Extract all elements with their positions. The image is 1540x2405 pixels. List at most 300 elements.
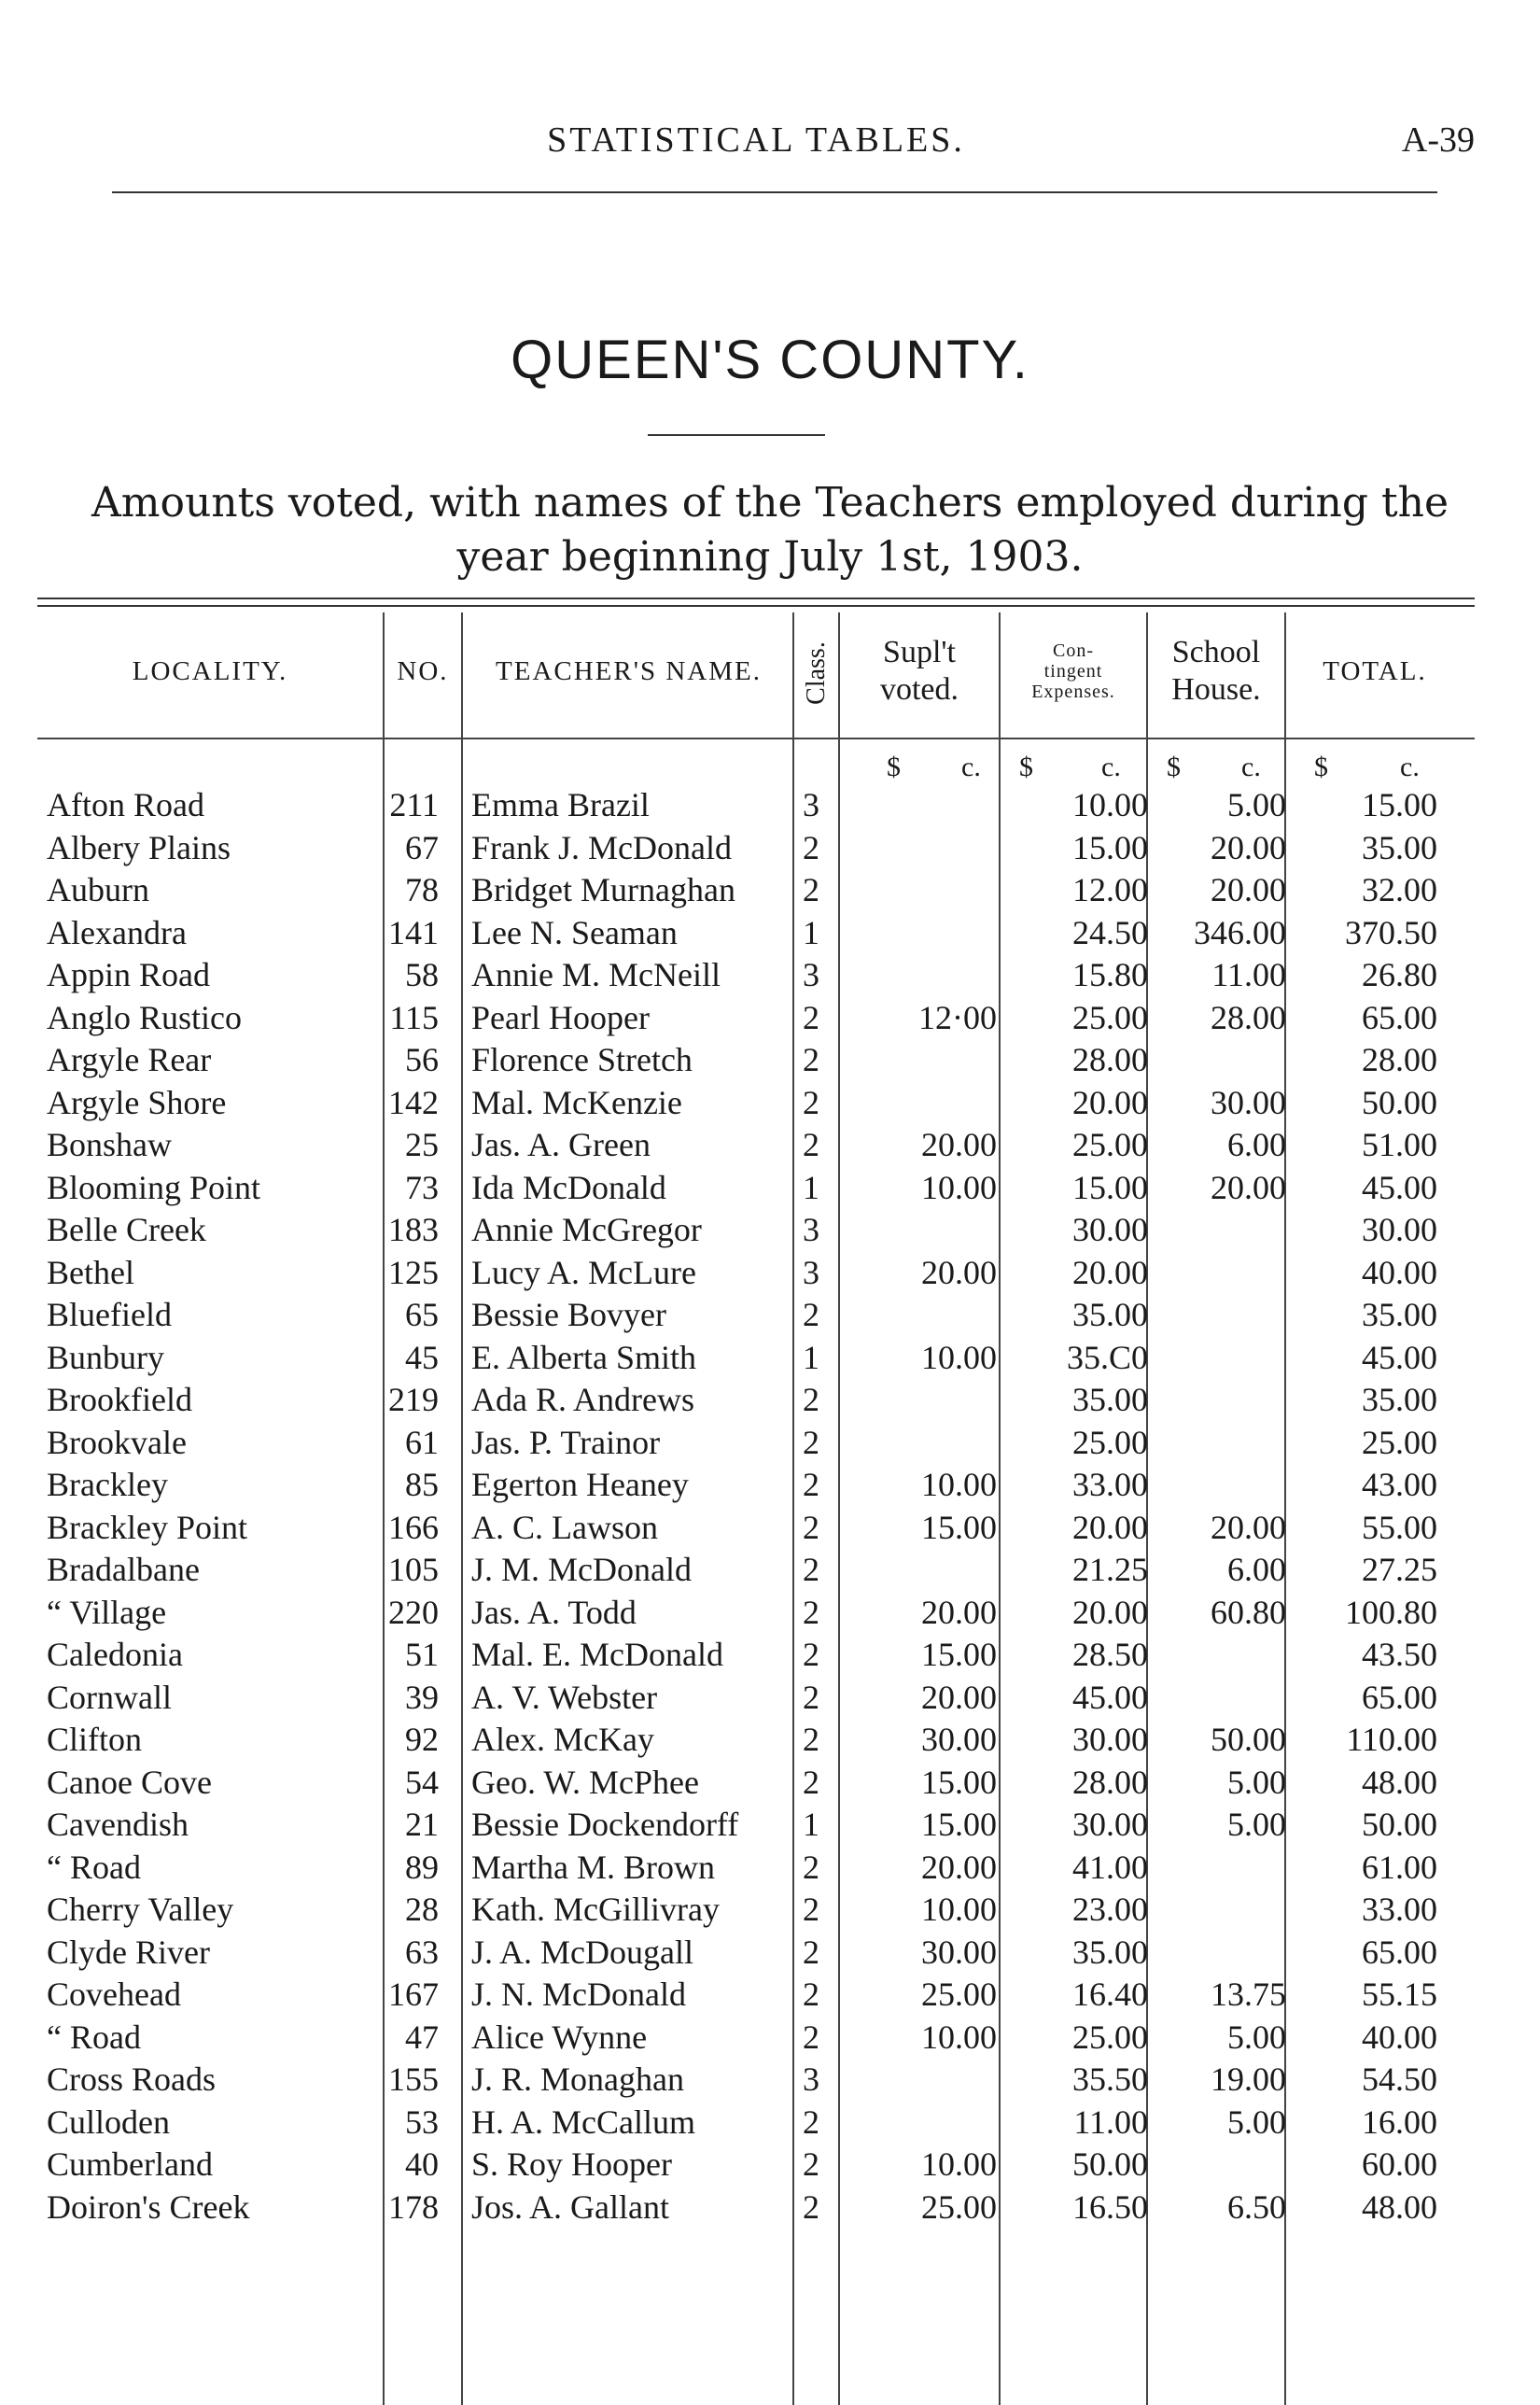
cell-no: 85 xyxy=(405,1466,439,1503)
cell-locality: Clifton xyxy=(47,1721,143,1758)
table-top-rule xyxy=(37,598,1475,599)
table-row xyxy=(0,2059,1540,2101)
cell-class: 2 xyxy=(803,1551,819,1588)
county-title: QUEEN'S COUNTY. xyxy=(511,330,1029,390)
cell-class: 1 xyxy=(803,913,819,951)
cell-suplt-voted: 25.00 xyxy=(921,1976,997,2013)
col-header-teacher: TEACHER'S NAME. xyxy=(496,656,762,686)
cell-contingent: 35.C0 xyxy=(1066,1338,1148,1376)
table-row xyxy=(0,1974,1540,2016)
table-row xyxy=(0,1422,1540,1464)
cell-school-house: 20.00 xyxy=(1211,1508,1286,1546)
cell-no: 47 xyxy=(405,2018,439,2056)
cell-contingent: 25.00 xyxy=(1072,998,1148,1036)
cell-suplt-voted: 20.00 xyxy=(921,1126,997,1163)
cell-class: 2 xyxy=(803,1423,819,1461)
cell-class: 2 xyxy=(803,1593,819,1631)
cell-teacher: Egerton Heaney xyxy=(471,1466,689,1503)
cell-class: 3 xyxy=(803,1211,819,1248)
cell-contingent: 15.80 xyxy=(1072,956,1148,993)
cell-teacher: Bessie Dockendorff xyxy=(471,1806,739,1843)
table-row xyxy=(0,2144,1540,2186)
cell-teacher: A. C. Lawson xyxy=(471,1508,658,1546)
cell-class: 2 xyxy=(803,998,819,1036)
cell-contingent: 11.00 xyxy=(1073,2103,1148,2141)
col-header-school xyxy=(1148,616,1284,726)
cell-total: 40.00 xyxy=(1362,1253,1437,1291)
table-row xyxy=(0,1082,1540,1124)
cell-class: 1 xyxy=(803,1806,819,1843)
cell-class: 2 xyxy=(803,1041,819,1078)
cell-teacher: Martha M. Brown xyxy=(471,1848,715,1886)
cell-total: 27.25 xyxy=(1362,1551,1437,1588)
cell-school-house: 20.00 xyxy=(1211,1168,1286,1206)
col-header-no: NO. xyxy=(397,656,449,686)
cell-locality: Blooming Point xyxy=(47,1168,261,1206)
cell-school-house: 13.75 xyxy=(1211,1976,1286,2013)
table-top-rule-2 xyxy=(37,605,1475,607)
cell-total: 33.00 xyxy=(1362,1891,1437,1928)
table-row xyxy=(0,1379,1540,1421)
cell-contingent: 20.00 xyxy=(1072,1508,1148,1546)
cell-no: 92 xyxy=(405,1721,439,1758)
cell-contingent: 20.00 xyxy=(1072,1593,1148,1631)
table-row xyxy=(0,1167,1540,1209)
cell-suplt-voted: 15.00 xyxy=(921,1508,997,1546)
cell-suplt-voted: 10.00 xyxy=(921,2018,997,2056)
table-row xyxy=(0,1634,1540,1676)
col-header-contingent-line1: Con- xyxy=(1053,640,1094,661)
cell-total: 61.00 xyxy=(1362,1848,1437,1886)
cell-suplt-voted: 10.00 xyxy=(921,1338,997,1376)
cell-no: 220 xyxy=(388,1593,439,1631)
col-header-suplt-line2: voted. xyxy=(879,672,959,707)
cell-teacher: Lee N. Seaman xyxy=(471,913,678,951)
cell-school-house: 346.00 xyxy=(1194,913,1286,951)
cell-locality: Brackley Point xyxy=(47,1508,247,1546)
table-subtitle xyxy=(37,476,1503,584)
cell-locality: Doiron's Creek xyxy=(47,2187,250,2226)
cell-no: 141 xyxy=(388,913,439,951)
table-row xyxy=(0,1124,1540,1166)
cell-no: 211 xyxy=(389,786,439,823)
cell-contingent: 30.00 xyxy=(1072,1211,1148,1248)
col-header-suplt xyxy=(840,616,999,726)
table-row xyxy=(0,1209,1540,1251)
table-row xyxy=(0,1039,1540,1081)
cell-class: 2 xyxy=(803,1083,819,1121)
cell-class: 1 xyxy=(803,1168,819,1206)
cell-no: 167 xyxy=(388,1976,439,2013)
unit-dollar: $ xyxy=(1167,752,1181,782)
cell-no: 73 xyxy=(405,1168,439,1206)
header-rule xyxy=(112,191,1437,193)
table-row xyxy=(0,912,1540,954)
cell-contingent: 25.00 xyxy=(1072,2018,1148,2056)
cell-class: 2 xyxy=(803,1296,819,1333)
cell-total: 55.00 xyxy=(1362,1508,1437,1546)
cell-no: 28 xyxy=(405,1891,439,1928)
cell-class: 2 xyxy=(803,871,819,908)
cell-no: 183 xyxy=(388,1211,439,1248)
cell-total: 48.00 xyxy=(1362,1763,1437,1801)
cell-total: 26.80 xyxy=(1362,956,1437,993)
cell-class: 2 xyxy=(803,1126,819,1163)
cell-teacher: Jas. A. Todd xyxy=(471,1593,637,1631)
cell-no: 40 xyxy=(405,2145,439,2183)
cell-contingent: 41.00 xyxy=(1072,1848,1148,1886)
cell-total: 43.00 xyxy=(1362,1466,1437,1503)
table-row xyxy=(0,2017,1540,2059)
cell-locality: Bonshaw xyxy=(47,1126,172,1163)
cell-locality: Belle Creek xyxy=(47,1211,206,1248)
cell-total: 100.80 xyxy=(1345,1593,1437,1631)
col-header-class-text: Class. xyxy=(802,641,831,705)
cell-teacher: Pearl Hooper xyxy=(471,998,650,1036)
cell-no: 78 xyxy=(405,871,439,908)
cell-locality: Argyle Rear xyxy=(47,1041,212,1078)
cell-total: 51.00 xyxy=(1362,1126,1437,1163)
cell-no: 65 xyxy=(405,1296,439,1333)
cell-suplt-voted: 15.00 xyxy=(921,1636,997,1673)
cell-contingent: 24.50 xyxy=(1072,913,1148,951)
cell-no: 142 xyxy=(388,1083,439,1121)
cell-total: 15.00 xyxy=(1362,786,1437,823)
cell-no: 115 xyxy=(389,998,439,1036)
cell-class: 2 xyxy=(803,1381,819,1418)
table-row xyxy=(0,1464,1540,1506)
cell-class: 2 xyxy=(803,2187,819,2226)
col-header-class xyxy=(795,624,838,723)
subtitle-line-1: Amounts voted, with names of the Teachers employed during the xyxy=(91,479,1449,527)
cell-contingent: 28.00 xyxy=(1072,1763,1148,1801)
cell-school-house: 6.00 xyxy=(1227,1551,1286,1588)
cell-total: 65.00 xyxy=(1362,1933,1437,1971)
cell-no: 25 xyxy=(405,1126,439,1163)
cell-contingent: 20.00 xyxy=(1072,1083,1148,1121)
cell-locality: Auburn xyxy=(47,871,149,908)
cell-locality: Bethel xyxy=(47,1253,134,1291)
cell-locality: Appin Road xyxy=(47,956,210,993)
cell-class: 2 xyxy=(803,2145,819,2183)
cell-locality: Alexandra xyxy=(47,913,187,951)
cell-suplt-voted: 20.00 xyxy=(921,1593,997,1631)
cell-school-house: 19.00 xyxy=(1211,2060,1286,2098)
cell-class: 2 xyxy=(803,1933,819,1971)
cell-contingent: 21.25 xyxy=(1072,1551,1148,1588)
cell-teacher: Bridget Murnaghan xyxy=(471,871,735,908)
cell-class: 2 xyxy=(803,2018,819,2056)
cell-locality: Culloden xyxy=(47,2103,170,2141)
table-row xyxy=(0,1804,1540,1846)
cell-school-house: 60.80 xyxy=(1211,1593,1286,1631)
cell-locality: Cross Roads xyxy=(47,2060,217,2098)
cell-class: 2 xyxy=(803,1508,819,1546)
cell-teacher: Emma Brazil xyxy=(471,786,650,823)
cell-teacher: Mal. E. McDonald xyxy=(471,1636,723,1673)
cell-no: 178 xyxy=(388,2187,439,2226)
cell-total: 65.00 xyxy=(1362,998,1437,1036)
table-row xyxy=(0,1507,1540,1549)
cell-locality: Clyde River xyxy=(47,1933,210,1971)
table-row xyxy=(0,997,1540,1039)
unit-cents: c. xyxy=(1101,752,1121,782)
col-header-contingent-line2: tingent xyxy=(1043,661,1103,682)
cell-school-house: 20.00 xyxy=(1211,871,1286,908)
subtitle-line-2: year beginning July 1st, 1903. xyxy=(456,533,1084,581)
unit-dollar: $ xyxy=(1314,752,1328,782)
col-header-contingent-line3: Expenses. xyxy=(1031,682,1115,702)
cell-class: 3 xyxy=(803,786,819,823)
title-rule xyxy=(648,434,825,436)
col-header-school-line2: House. xyxy=(1171,672,1261,707)
header-bottom-rule xyxy=(37,738,1475,739)
unit-cents: c. xyxy=(1400,752,1420,782)
col-header-school-line1: School xyxy=(1171,635,1261,669)
cell-school-house: 5.00 xyxy=(1227,2018,1286,2056)
col-header-contingent xyxy=(1001,616,1146,726)
table-row xyxy=(0,1762,1540,1804)
cell-locality: Argyle Shore xyxy=(47,1083,227,1121)
cell-contingent: 33.00 xyxy=(1072,1466,1148,1503)
unit-dollar: $ xyxy=(1019,752,1033,782)
cell-locality: “ Road xyxy=(47,2018,141,2056)
cell-locality: Afton Road xyxy=(47,786,204,823)
running-header xyxy=(37,120,1475,160)
cell-teacher: S. Roy Hooper xyxy=(471,2145,672,2183)
cell-no: 56 xyxy=(405,1041,439,1078)
cell-contingent: 30.00 xyxy=(1072,1721,1148,1758)
cell-total: 43.50 xyxy=(1362,1636,1437,1673)
cell-teacher: Florence Stretch xyxy=(471,1041,693,1078)
table-row xyxy=(0,1252,1540,1294)
cell-class: 3 xyxy=(803,1253,819,1291)
table-row xyxy=(0,1889,1540,1931)
cell-teacher: Kath. McGillivray xyxy=(471,1891,720,1928)
cell-teacher: Jos. A. Gallant xyxy=(471,2187,669,2226)
table-row xyxy=(0,2187,1540,2229)
cell-suplt-voted: 15.00 xyxy=(921,1763,997,1801)
col-header-suplt-line1: Supl't xyxy=(883,635,956,669)
cell-no: 166 xyxy=(388,1508,439,1546)
cell-teacher: J. A. McDougall xyxy=(471,1933,693,1971)
table-row xyxy=(0,1549,1540,1591)
cell-contingent: 10.00 xyxy=(1072,786,1148,823)
cell-school-house: 11.00 xyxy=(1211,956,1286,993)
cell-total: 55.15 xyxy=(1362,1976,1437,2013)
cell-contingent: 20.00 xyxy=(1072,1253,1148,1291)
table-row xyxy=(0,827,1540,869)
cell-contingent: 15.00 xyxy=(1072,828,1148,866)
cell-class: 3 xyxy=(803,2060,819,2098)
cell-total: 45.00 xyxy=(1362,1168,1437,1206)
cell-contingent: 25.00 xyxy=(1072,1423,1148,1461)
table-row xyxy=(0,1294,1540,1336)
cell-contingent: 16.40 xyxy=(1072,1976,1148,2013)
cell-teacher: Ida McDonald xyxy=(471,1168,666,1206)
unit-cents: c. xyxy=(961,752,981,782)
cell-locality: Caledonia xyxy=(47,1636,183,1673)
table-row xyxy=(0,1719,1540,1761)
cell-total: 370.50 xyxy=(1345,913,1437,951)
cell-total: 35.00 xyxy=(1362,1381,1437,1418)
page-number: A-39 xyxy=(1401,120,1475,160)
cell-school-house: 5.00 xyxy=(1227,2103,1286,2141)
col-header-total: TOTAL. xyxy=(1323,656,1427,686)
cell-no: 51 xyxy=(405,1636,439,1673)
cell-locality: “ Road xyxy=(47,1848,141,1886)
table-row xyxy=(0,1677,1540,1719)
cell-teacher: Jas. P. Trainor xyxy=(471,1423,661,1461)
table-row xyxy=(0,1932,1540,1974)
cell-teacher: Alex. McKay xyxy=(471,1721,654,1758)
table-row xyxy=(0,869,1540,911)
cell-suplt-voted: 10.00 xyxy=(921,1891,997,1928)
cell-teacher: Annie M. McNeill xyxy=(471,956,721,993)
cell-total: 35.00 xyxy=(1362,1296,1437,1333)
cell-teacher: Alice Wynne xyxy=(471,2018,648,2056)
cell-locality: “ Village xyxy=(47,1593,167,1631)
cell-locality: Canoe Cove xyxy=(47,1763,212,1801)
cell-no: 125 xyxy=(388,1253,439,1291)
cell-no: 53 xyxy=(405,2103,439,2141)
cell-contingent: 35.50 xyxy=(1072,2060,1148,2098)
cell-class: 2 xyxy=(803,1891,819,1928)
cell-contingent: 30.00 xyxy=(1072,1806,1148,1843)
cell-class: 2 xyxy=(803,1763,819,1801)
cell-school-house: 28.00 xyxy=(1211,998,1286,1036)
cell-school-house: 20.00 xyxy=(1211,828,1286,866)
cell-no: 219 xyxy=(388,1381,439,1418)
cell-no: 45 xyxy=(405,1338,439,1376)
cell-no: 155 xyxy=(388,2060,439,2098)
cell-school-house: 50.00 xyxy=(1211,1721,1286,1758)
col-header-locality: LOCALITY. xyxy=(132,656,288,686)
cell-contingent: 12.00 xyxy=(1072,871,1148,908)
cell-contingent: 25.00 xyxy=(1072,1126,1148,1163)
cell-school-house: 5.00 xyxy=(1227,1806,1286,1843)
cell-teacher: Frank J. McDonald xyxy=(471,828,732,866)
cell-locality: Bradalbane xyxy=(47,1551,200,1588)
cell-teacher: H. A. McCallum xyxy=(471,2103,695,2141)
cell-total: 32.00 xyxy=(1362,871,1437,908)
cell-teacher: Bessie Bovyer xyxy=(471,1296,666,1333)
cell-class: 1 xyxy=(803,1338,819,1376)
cell-no: 89 xyxy=(405,1848,439,1886)
cell-suplt-voted: 30.00 xyxy=(921,1721,997,1758)
cell-total: 28.00 xyxy=(1362,1041,1437,1078)
cell-contingent: 23.00 xyxy=(1072,1891,1148,1928)
cell-locality: Cavendish xyxy=(47,1806,189,1843)
cell-suplt-voted: 20.00 xyxy=(921,1848,997,1886)
cell-teacher: J. R. Monaghan xyxy=(471,2060,684,2098)
cell-total: 35.00 xyxy=(1362,828,1437,866)
unit-dollar: $ xyxy=(887,752,901,782)
cell-no: 39 xyxy=(405,1678,439,1716)
cell-locality: Cornwall xyxy=(47,1678,172,1716)
cell-no: 58 xyxy=(405,956,439,993)
cell-no: 105 xyxy=(388,1551,439,1588)
cell-locality: Cherry Valley xyxy=(47,1891,234,1928)
cell-school-house: 6.00 xyxy=(1227,1126,1286,1163)
cell-school-house: 5.00 xyxy=(1227,1763,1286,1801)
cell-total: 110.00 xyxy=(1346,1721,1437,1758)
unit-cents: c. xyxy=(1241,752,1261,782)
cell-no: 61 xyxy=(405,1423,439,1461)
cell-suplt-voted: 10.00 xyxy=(921,1168,997,1206)
cell-contingent: 50.00 xyxy=(1072,2145,1148,2183)
cell-teacher: Lucy A. McLure xyxy=(471,1253,696,1291)
cell-contingent: 15.00 xyxy=(1072,1168,1148,1206)
cell-suplt-voted: 10.00 xyxy=(921,1466,997,1503)
cell-locality: Covehead xyxy=(47,1976,181,2013)
cell-class: 3 xyxy=(803,956,819,993)
cell-suplt-voted: 10.00 xyxy=(921,2145,997,2183)
cell-class: 2 xyxy=(803,1976,819,2013)
cell-class: 2 xyxy=(803,1848,819,1886)
cell-teacher: A. V. Webster xyxy=(471,1678,658,1716)
cell-total: 65.00 xyxy=(1362,1678,1437,1716)
cell-suplt-voted: 20.00 xyxy=(921,1678,997,1716)
cell-class: 2 xyxy=(803,1636,819,1673)
table-row xyxy=(0,1592,1540,1634)
cell-locality: Anglo Rustico xyxy=(47,998,243,1036)
cell-locality: Cumberland xyxy=(47,2145,213,2183)
cell-school-house: 30.00 xyxy=(1211,1083,1286,1121)
cell-class: 2 xyxy=(803,1721,819,1758)
cell-no: 63 xyxy=(405,1933,439,1971)
cell-total: 16.00 xyxy=(1362,2103,1437,2141)
cell-contingent: 28.00 xyxy=(1072,1041,1148,1078)
cell-suplt-voted: 20.00 xyxy=(921,1253,997,1291)
cell-locality: Brackley xyxy=(47,1466,168,1503)
cell-total: 60.00 xyxy=(1362,2145,1437,2183)
cell-class: 2 xyxy=(803,1678,819,1716)
cell-teacher: J. M. McDonald xyxy=(471,1551,692,1588)
cell-no: 21 xyxy=(405,1806,439,1843)
cell-contingent: 28.50 xyxy=(1072,1636,1148,1673)
cell-total: 50.00 xyxy=(1362,1806,1437,1843)
running-title: STATISTICAL TABLES. xyxy=(547,120,965,160)
cell-teacher: Ada R. Andrews xyxy=(471,1381,694,1418)
cell-teacher: Jas. A. Green xyxy=(471,1126,651,1163)
cell-no: 54 xyxy=(405,1763,439,1801)
cell-contingent: 45.00 xyxy=(1072,1678,1148,1716)
cell-class: 2 xyxy=(803,2103,819,2141)
table-row xyxy=(0,784,1540,826)
cell-locality: Brookvale xyxy=(47,1423,187,1461)
cell-contingent: 16.50 xyxy=(1072,2187,1148,2226)
cell-school-house: 6.50 xyxy=(1227,2187,1286,2226)
cell-contingent: 35.00 xyxy=(1072,1296,1148,1333)
cell-total: 25.00 xyxy=(1362,1423,1437,1461)
cell-suplt-voted: 25.00 xyxy=(921,2187,997,2226)
cell-teacher: Geo. W. McPhee xyxy=(471,1763,699,1801)
cell-suplt-voted: 12·00 xyxy=(918,998,997,1036)
cell-total: 40.00 xyxy=(1362,2018,1437,2056)
cell-suplt-voted: 30.00 xyxy=(921,1933,997,1971)
cell-suplt-voted: 15.00 xyxy=(921,1806,997,1843)
cell-no: 67 xyxy=(405,828,439,866)
cell-total: 54.50 xyxy=(1362,2060,1437,2098)
cell-teacher: E. Alberta Smith xyxy=(471,1338,696,1376)
cell-total: 48.00 xyxy=(1362,2187,1437,2226)
cell-total: 50.00 xyxy=(1362,1083,1437,1121)
table-row xyxy=(0,2102,1540,2144)
cell-locality: Bluefield xyxy=(47,1296,172,1333)
cell-school-house: 5.00 xyxy=(1227,786,1286,823)
cell-locality: Albery Plains xyxy=(47,828,231,866)
